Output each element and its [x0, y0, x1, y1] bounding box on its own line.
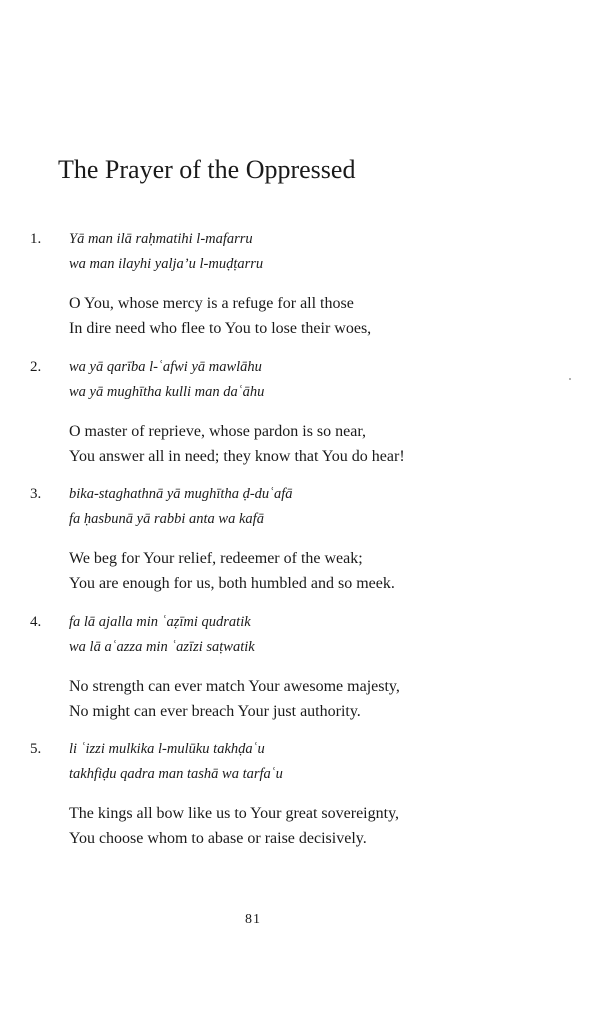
translation: [69, 546, 395, 596]
stanza-number: 3.: [30, 486, 42, 502]
translation-line: You choose whom to abase or raise decisively.: [69, 830, 367, 847]
translation-line: No might can ever breach Your just authority.: [69, 703, 361, 720]
stanza-number: 1.: [30, 231, 42, 247]
translation-line: No strength can ever match Your awesome majesty,: [69, 678, 400, 695]
stanza-number: 5.: [30, 741, 42, 757]
transliteration-line: fa lā ajalla min ʿaẓīmi qudratik: [69, 614, 251, 630]
translation-line: You answer all in need; they know that You do hear!: [69, 448, 405, 465]
transliteration-line: wa yā qarība l-ʿafwi yā mawlāhu: [69, 359, 262, 375]
transliteration-line: wa man ilayhi yalja’u l-muḍṭarru: [69, 256, 264, 272]
transliteration: [69, 482, 293, 532]
scan-speck: [569, 378, 571, 380]
transliteration-line: takhfiḍu qadra man tashā wa tarfaʿu: [69, 766, 283, 782]
translation-line: In dire need who flee to You to lose their woes,: [69, 320, 372, 337]
transliteration-line: li ʿizzi mulkika l-mulūku takhḍaʿu: [69, 741, 265, 757]
transliteration: [69, 355, 264, 405]
transliteration-line: Yā man ilā raḥmatihi l-mafarru: [69, 231, 253, 247]
translation: [69, 291, 371, 341]
transliteration: [69, 227, 263, 277]
translation-line: O You, whose mercy is a refuge for all those: [69, 295, 354, 312]
stanza-number: 4.: [30, 614, 42, 630]
translation-line: You are enough for us, both humbled and so meek.: [69, 575, 395, 592]
page-title: The Prayer of the Oppressed: [58, 155, 356, 184]
transliteration-line: bika-staghathnā yā mughītha ḍ-duʿafā: [69, 486, 293, 502]
transliteration: [69, 610, 255, 660]
translation-line: O master of reprieve, whose pardon is so near,: [69, 423, 367, 440]
translation: [69, 801, 399, 851]
translation: [69, 419, 405, 469]
translation-line: We beg for Your relief, redeemer of the weak;: [69, 550, 363, 567]
translation-line: The kings all bow like us to Your great sovereignty,: [69, 805, 400, 822]
stanza-number: 2.: [30, 359, 42, 375]
translation: [69, 674, 400, 724]
transliteration-line: wa lā aʿazza min ʿazīzi saṭwatik: [69, 639, 255, 655]
transliteration-line: fa ḥasbunā yā rabbi anta wa kafā: [69, 511, 264, 527]
transliteration: [69, 737, 283, 787]
transliteration-line: wa yā mughītha kulli man daʿāhu: [69, 384, 265, 400]
page-number: 81: [245, 912, 261, 927]
